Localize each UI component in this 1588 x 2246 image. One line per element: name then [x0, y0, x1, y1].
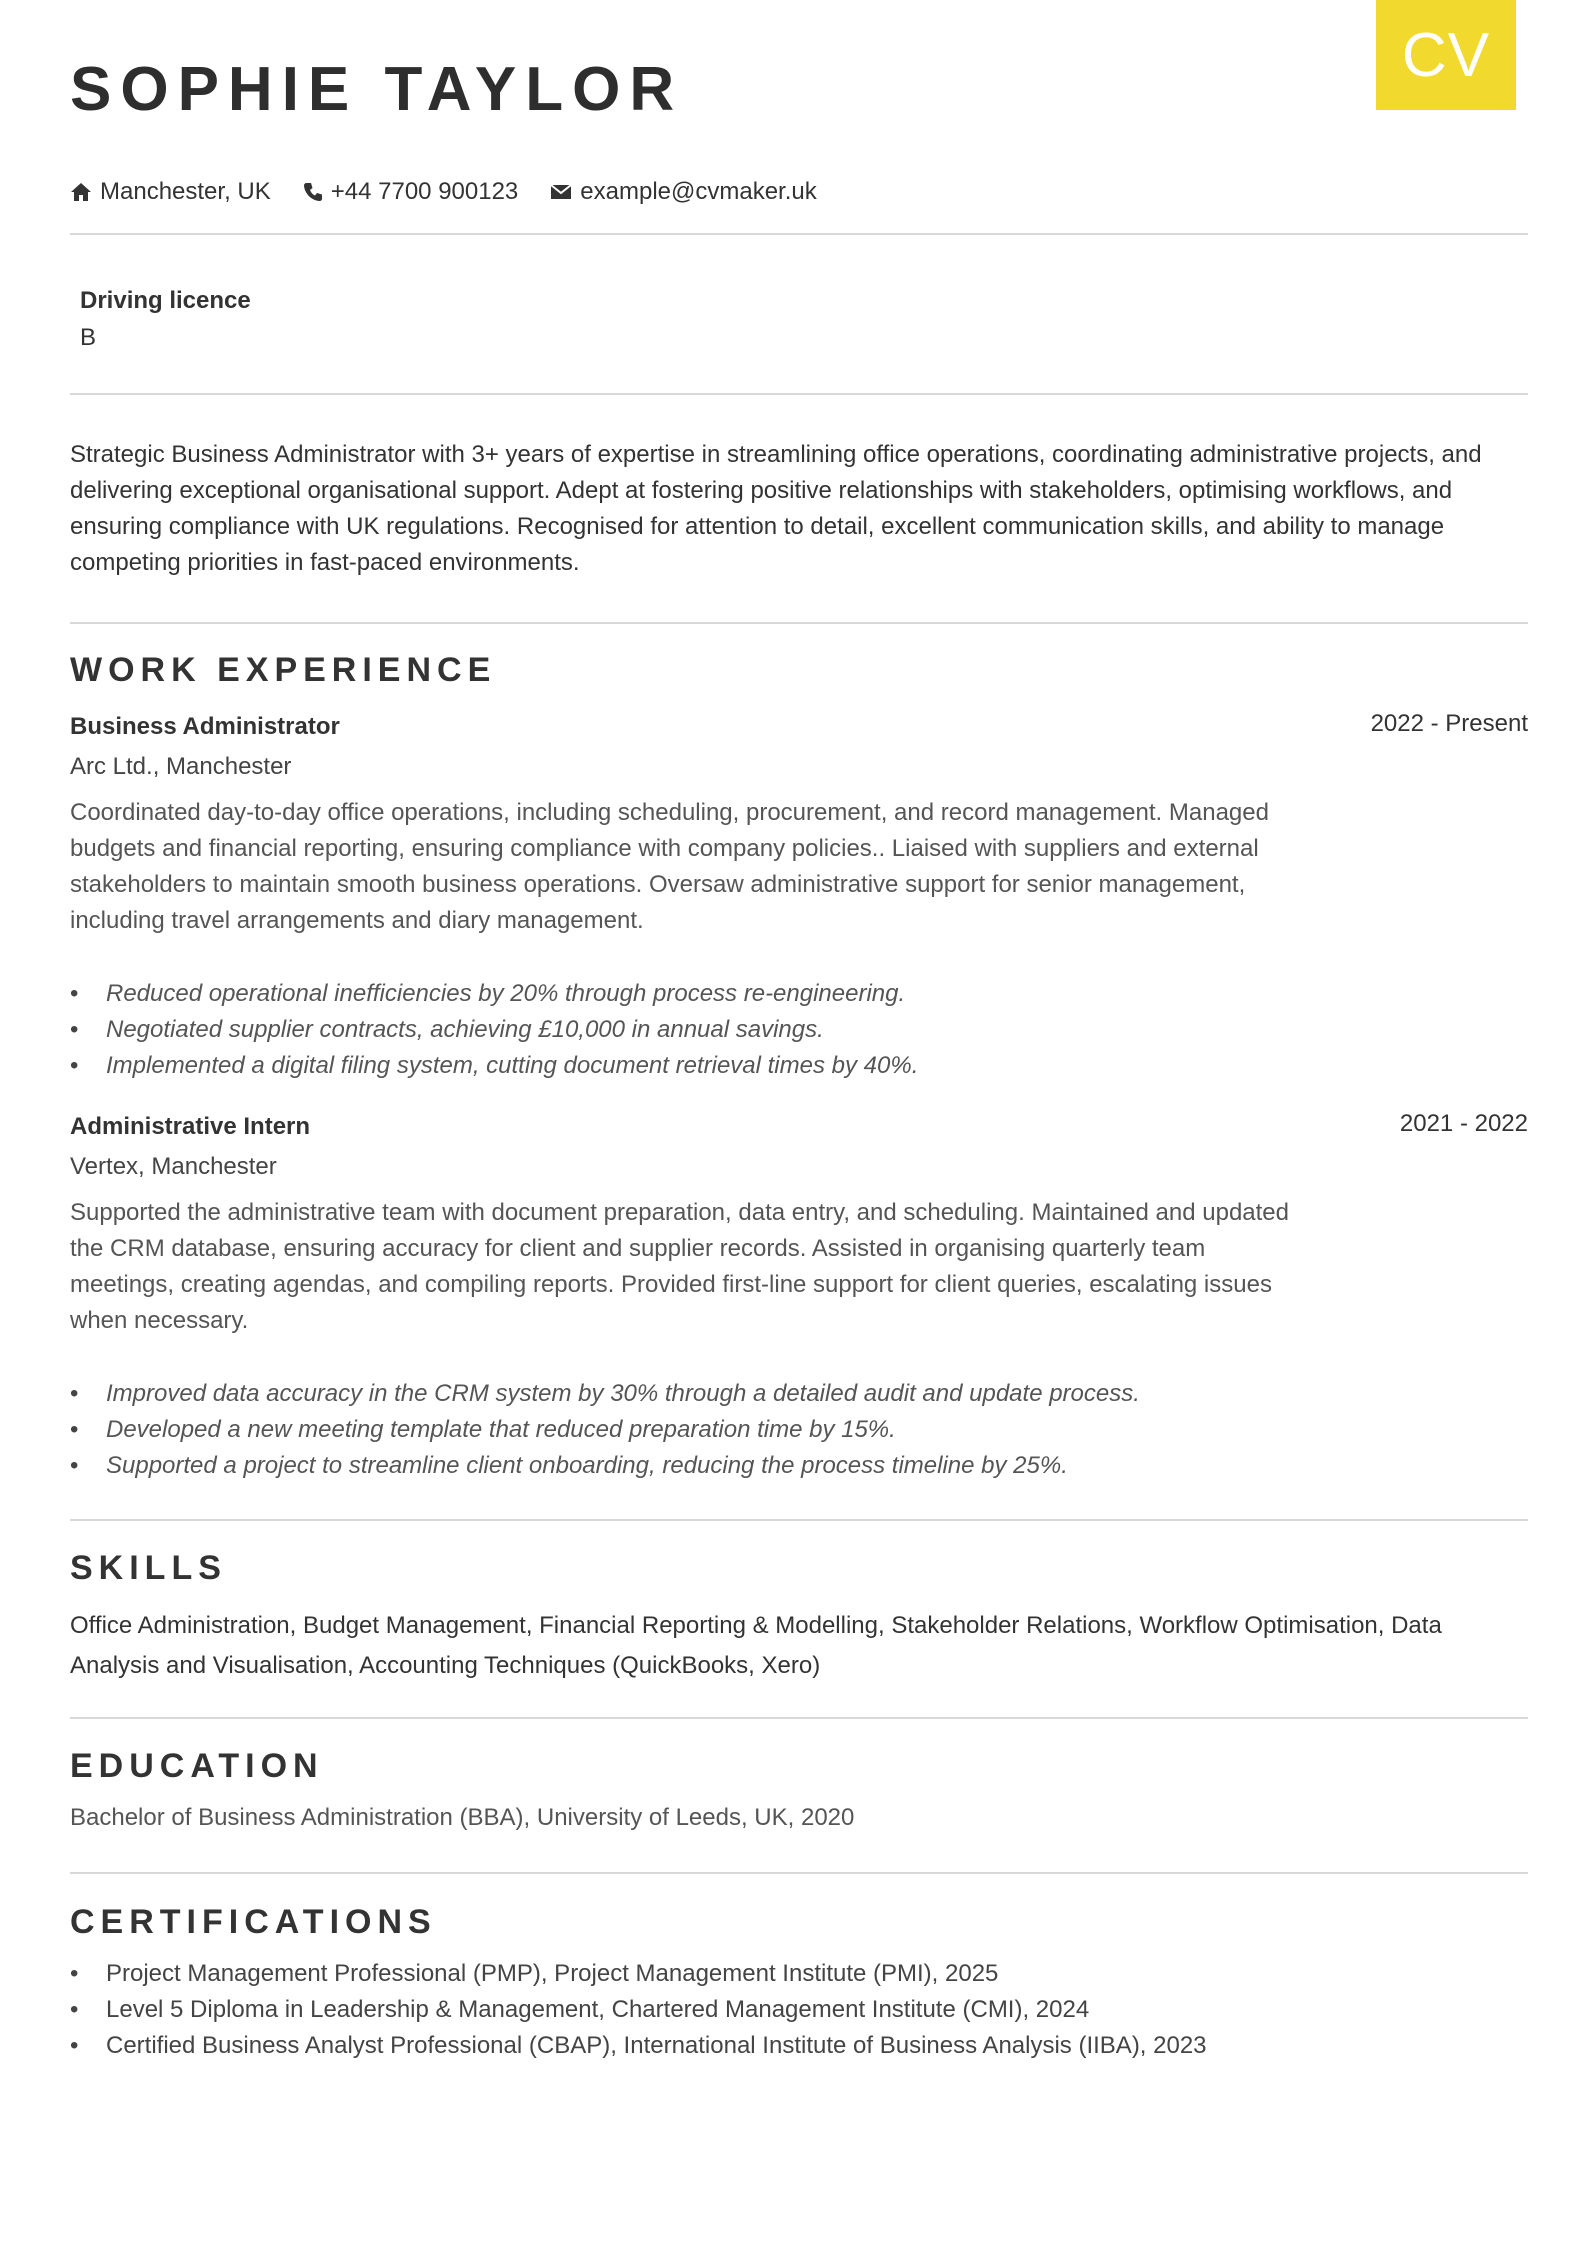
divider [70, 233, 1528, 235]
job-company: Arc Ltd., Manchester [70, 753, 292, 780]
achievement-item: • Implemented a digital filing system, cutting document retrieval times by 40%. [106, 1048, 918, 1084]
driving-licence-value: B [80, 324, 97, 351]
candidate-name: SOPHIE TAYLOR [70, 55, 684, 124]
divider [70, 393, 1528, 395]
divider [70, 1872, 1528, 1874]
skills-heading: SKILLS [70, 1549, 227, 1587]
profile-summary: Strategic Business Administrator with 3+ years of expertise in streamlining office operations, coordinating administrative projects, and delivering exceptional organisational support. Adept at fostering positive relationships with stakeholders, optimising workflows, and ensuring compliance with UK regulations. Recognised for attention to detail, excellent communication skills, and ability to manage competing priorities in fast-paced environments. [70, 441, 1482, 576]
achievement-item: • Negotiated supplier contracts, achieving £10,000 in annual savings. [106, 1012, 918, 1048]
job-description: Coordinated day-to-day office operations, including scheduling, procurement, and record management. Managed budgets and financial reporting, ensuring compliance with company policies.. Liaised with suppliers and external stakeholders to maintain smooth business operations. Oversaw administrative support for senior management, including travel arrangements and diary management. [70, 799, 1269, 934]
achievement-item: • Supported a project to streamline client onboarding, reducing the process timeline by 25%. [106, 1448, 1140, 1484]
location-text: Manchester, UK [100, 178, 271, 205]
job-company: Vertex, Manchester [70, 1153, 277, 1180]
phone-icon [303, 182, 323, 202]
divider [70, 1717, 1528, 1719]
certifications-heading: CERTIFICATIONS [70, 1903, 437, 1941]
achievement-item: • Reduced operational inefficiencies by 20% through process re-engineering. [106, 976, 918, 1012]
achievement-item: • Developed a new meeting template that reduced preparation time by 15%. [106, 1412, 1140, 1448]
email-link[interactable]: example@cvmaker.uk [580, 178, 817, 205]
job-achievements [70, 1376, 1140, 1484]
contact-phone [303, 178, 519, 206]
home-icon [70, 182, 92, 202]
contact-bar [70, 178, 849, 206]
divider [70, 622, 1528, 624]
certification-item: • Certified Business Analyst Professional (CBAP), International Institute of Business Analysis (IIBA), 2023 [106, 2028, 1207, 2064]
divider [70, 1519, 1528, 1521]
contact-location [70, 178, 271, 206]
driving-licence-label: Driving licence [80, 287, 251, 314]
cv-badge: CV [1376, 0, 1516, 110]
contact-email [550, 178, 816, 206]
education-entry: Bachelor of Business Administration (BBA), University of Leeds, UK, 2020 [70, 1804, 855, 1831]
certification-item: • Project Management Professional (PMP), Project Management Institute (PMI), 2025 [106, 1956, 1207, 1992]
job-title: Administrative Intern [70, 1113, 311, 1140]
job-description: Supported the administrative team with document preparation, data entry, and scheduling. Maintained and updated the CRM database, ensuring accuracy for client and supplier records. Assisted in organising quarterly team meetings, creating agendas, and compiling reports. Provided first-line support for client queries, escalating issues when necessary. [70, 1199, 1289, 1334]
job-achievements [70, 976, 918, 1084]
job-date: 2021 - 2022 [1399, 1110, 1528, 1137]
work-experience-heading: WORK EXPERIENCE [70, 651, 497, 689]
phone-text[interactable]: +44 7700 900123 [330, 178, 519, 205]
certifications-list [70, 1956, 1207, 2064]
education-heading: EDUCATION [70, 1747, 324, 1785]
achievement-item: • Improved data accuracy in the CRM system by 30% through a detailed audit and update process. [106, 1376, 1140, 1412]
skills-list: Office Administration, Budget Management, Financial Reporting & Modelling, Stakeholder Relations, Workflow Optimisation, Data Analysis and Visualisation, Accounting Techniques (QuickBooks, Xero) [70, 1612, 1442, 1679]
job-title: Business Administrator [70, 713, 340, 740]
mail-icon [550, 184, 572, 200]
certification-item: • Level 5 Diploma in Leadership & Management, Chartered Management Institute (CMI), 2024 [106, 1992, 1207, 2028]
job-date: 2022 - Present [1370, 710, 1528, 737]
